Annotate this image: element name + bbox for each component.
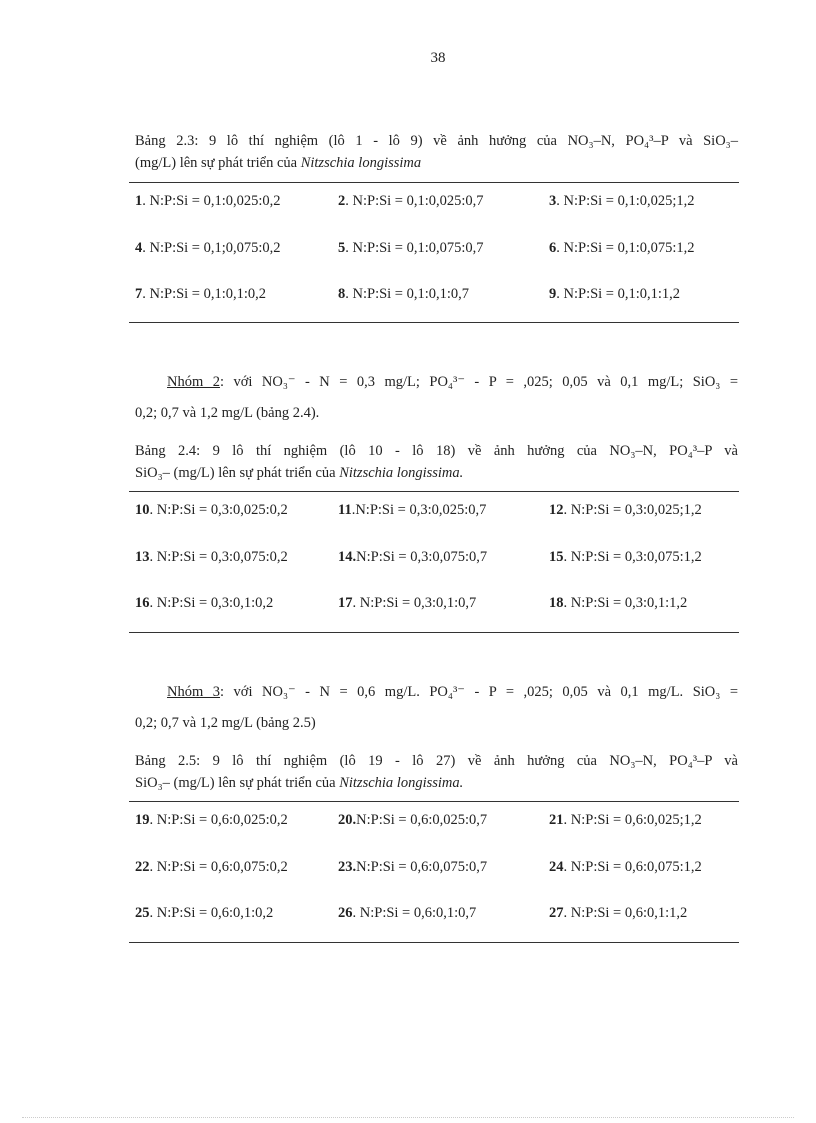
table-cell bbox=[135, 905, 273, 922]
page-number: 38 bbox=[430, 50, 446, 66]
table-row bbox=[135, 905, 739, 925]
page-bottom-dotted-rule bbox=[22, 1117, 794, 1118]
species-name: Nitzschia longissima. bbox=[339, 775, 464, 791]
ratio-text: . N:P:Si = 0,1:0,025:0,7 bbox=[345, 193, 484, 209]
table-cell bbox=[338, 905, 476, 922]
species-name: Nitzschia longissima bbox=[300, 155, 422, 171]
table-cell bbox=[549, 240, 695, 257]
lot-number: 9 bbox=[549, 286, 557, 302]
table-cell bbox=[549, 502, 702, 519]
table-cell bbox=[338, 502, 486, 519]
table-cell bbox=[338, 193, 484, 210]
ratio-text: . N:P:Si = 0,1;0,075:0,2 bbox=[142, 239, 281, 256]
caption-text: SiO₃– (mg/L) lên sự phát triển của bbox=[135, 775, 340, 791]
ratio-text: . N:P:Si = 0,3:0,025:0,2 bbox=[149, 502, 288, 518]
ratio-text: . N:P:Si = 0,1:0,1:1,2 bbox=[556, 286, 681, 302]
table-2-3-caption bbox=[135, 130, 738, 174]
group-label: Nhóm 2 bbox=[167, 374, 220, 390]
ratio-text: . N:P:Si = 0,1:0,075:0,7 bbox=[345, 239, 484, 256]
ratio-text: . N:P:Si = 0,1:0,1:0,7 bbox=[345, 286, 470, 302]
table-2-5-caption bbox=[135, 750, 738, 794]
table-cell bbox=[549, 549, 702, 566]
caption-line bbox=[135, 772, 738, 794]
lot-number: 4 bbox=[135, 239, 143, 256]
table-cell bbox=[549, 286, 680, 303]
table-row bbox=[135, 502, 739, 522]
lot-number: 19 bbox=[135, 812, 150, 828]
table-top-rule bbox=[129, 491, 739, 492]
table-top-rule bbox=[129, 182, 739, 183]
lot-number: 12 bbox=[549, 502, 564, 518]
table-cell bbox=[135, 549, 288, 566]
group-3-paragraph bbox=[135, 677, 738, 739]
lot-number: 7 bbox=[135, 286, 143, 302]
table-cell bbox=[338, 549, 487, 566]
group-2-paragraph bbox=[135, 367, 738, 429]
lot-number: 15 bbox=[549, 548, 564, 565]
table-cell bbox=[338, 812, 487, 829]
table-row bbox=[135, 240, 739, 260]
lot-number: 24 bbox=[549, 858, 564, 875]
lot-number: 14. bbox=[338, 548, 357, 565]
ratio-text: . N:P:Si = 0,3:0,1:1,2 bbox=[563, 595, 688, 611]
lot-number: 5 bbox=[338, 239, 346, 256]
paragraph-line: 0,2; 0,7 và 1,2 mg/L (bảng 2.4). bbox=[135, 405, 320, 421]
table-cell bbox=[135, 595, 273, 612]
ratio-text: . N:P:Si = 0,3:0,075:1,2 bbox=[563, 548, 702, 565]
caption-line: Bảng 2.3: 9 lô thí nghiệm (lô 1 - lô 9) về ảnh hưởng của NO₃–N, PO₄³–P và SiO₃– bbox=[135, 133, 738, 149]
lot-number: 26 bbox=[338, 905, 353, 921]
lot-number: 8 bbox=[338, 286, 346, 302]
paragraph-text: : với NO₃⁻ - N = 0,3 mg/L; PO₄³⁻ - P = ,025; 0,05 và 0,1 mg/L; SiO₃ = bbox=[219, 374, 739, 390]
ratio-text: . N:P:Si = 0,3:0,025;1,2 bbox=[563, 502, 702, 518]
caption-line: Bảng 2.5: 9 lô thí nghiệm (lô 19 - lô 27) về ảnh hưởng của NO₃–N, PO₄³–P và bbox=[135, 753, 738, 769]
ratio-text: . N:P:Si = 0,6:0,025:0,2 bbox=[149, 812, 288, 828]
table-cell bbox=[338, 859, 487, 876]
table-bottom-rule bbox=[129, 632, 739, 633]
lot-number: 22 bbox=[135, 858, 150, 875]
table-cell bbox=[135, 240, 281, 257]
paragraph-line bbox=[135, 677, 738, 708]
lot-number: 3 bbox=[549, 193, 557, 209]
table-row bbox=[135, 812, 739, 832]
lot-number: 10 bbox=[135, 502, 150, 518]
caption-text: (mg/L) lên sự phát triển của bbox=[135, 155, 301, 171]
ratio-text: . N:P:Si = 0,3:0,1:0,7 bbox=[352, 595, 477, 611]
table-row bbox=[135, 193, 739, 213]
lot-number: 11 bbox=[338, 502, 352, 518]
table-row bbox=[135, 595, 739, 615]
ratio-text: . N:P:Si = 0,6:0,025;1,2 bbox=[563, 812, 702, 828]
paragraph-text: : với NO₃⁻ - N = 0,6 mg/L. PO₄³⁻ - P = ,025; 0,05 và 0,1 mg/L. SiO₃ = bbox=[220, 684, 738, 700]
paragraph-line bbox=[135, 367, 738, 398]
lot-number: 2 bbox=[338, 193, 346, 209]
paragraph-line: 0,2; 0,7 và 1,2 mg/L (bảng 2.5) bbox=[135, 715, 316, 731]
table-cell bbox=[338, 286, 469, 303]
table-cell bbox=[135, 193, 281, 210]
lot-number: 20. bbox=[338, 812, 357, 828]
species-name: Nitzschia longissima. bbox=[339, 465, 464, 481]
ratio-text: N:P:Si = 0,6:0,075:0,7 bbox=[356, 858, 488, 875]
lot-number: 23. bbox=[338, 858, 357, 875]
table-cell bbox=[338, 240, 484, 257]
ratio-text: . N:P:Si = 0,1:0,075:1,2 bbox=[556, 239, 695, 256]
lot-number: 17 bbox=[338, 595, 353, 611]
ratio-text: N:P:Si = 0,3:0,075:0,7 bbox=[356, 548, 488, 565]
ratio-text: . N:P:Si = 0,3:0,1:0,2 bbox=[149, 595, 274, 611]
ratio-text: . N:P:Si = 0,1:0,025:0,2 bbox=[142, 193, 281, 209]
table-cell bbox=[549, 812, 702, 829]
lot-number: 27 bbox=[549, 905, 564, 921]
table-row bbox=[135, 286, 739, 306]
lot-number: 16 bbox=[135, 595, 150, 611]
table-cell bbox=[338, 595, 476, 612]
table-cell bbox=[549, 859, 702, 876]
table-2-4-caption bbox=[135, 440, 738, 484]
table-bottom-rule bbox=[129, 322, 739, 323]
lot-number: 6 bbox=[549, 239, 557, 256]
ratio-text: N:P:Si = 0,6:0,025:0,7 bbox=[356, 812, 488, 828]
ratio-text: . N:P:Si = 0,6:0,1:0,2 bbox=[149, 905, 274, 921]
lot-number: 1 bbox=[135, 193, 143, 209]
table-cell bbox=[135, 812, 288, 829]
ratio-text: . N:P:Si = 0,6:0,075:1,2 bbox=[563, 858, 702, 875]
table-cell bbox=[135, 859, 288, 876]
caption-line bbox=[135, 462, 738, 484]
table-cell bbox=[549, 193, 695, 210]
ratio-text: . N:P:Si = 0,6:0,1:0,7 bbox=[352, 905, 477, 921]
ratio-text: . N:P:Si = 0,1:0,025;1,2 bbox=[556, 193, 695, 209]
group-label: Nhóm 3 bbox=[167, 684, 221, 700]
table-row bbox=[135, 859, 739, 879]
caption-text: SiO₃– (mg/L) lên sự phát triển của bbox=[135, 465, 340, 481]
table-bottom-rule bbox=[129, 942, 739, 943]
ratio-text: .N:P:Si = 0,3:0,025:0,7 bbox=[351, 502, 487, 518]
lot-number: 13 bbox=[135, 548, 150, 565]
table-top-rule bbox=[129, 801, 739, 802]
table-cell bbox=[135, 286, 266, 303]
lot-number: 21 bbox=[549, 812, 564, 828]
table-cell bbox=[549, 595, 687, 612]
lot-number: 18 bbox=[549, 595, 564, 611]
ratio-text: . N:P:Si = 0,1:0,1:0,2 bbox=[142, 286, 267, 302]
caption-line bbox=[135, 152, 738, 174]
table-cell bbox=[549, 905, 687, 922]
ratio-text: . N:P:Si = 0,3:0,075:0,2 bbox=[149, 548, 288, 565]
table-cell bbox=[135, 502, 288, 519]
lot-number: 25 bbox=[135, 905, 150, 921]
ratio-text: . N:P:Si = 0,6:0,075:0,2 bbox=[149, 858, 288, 875]
caption-line: Bảng 2.4: 9 lô thí nghiệm (lô 10 - lô 18) về ảnh hưởng của NO₃–N, PO₄³–P và bbox=[135, 443, 738, 459]
table-row bbox=[135, 549, 739, 569]
ratio-text: . N:P:Si = 0,6:0,1:1,2 bbox=[563, 905, 688, 921]
